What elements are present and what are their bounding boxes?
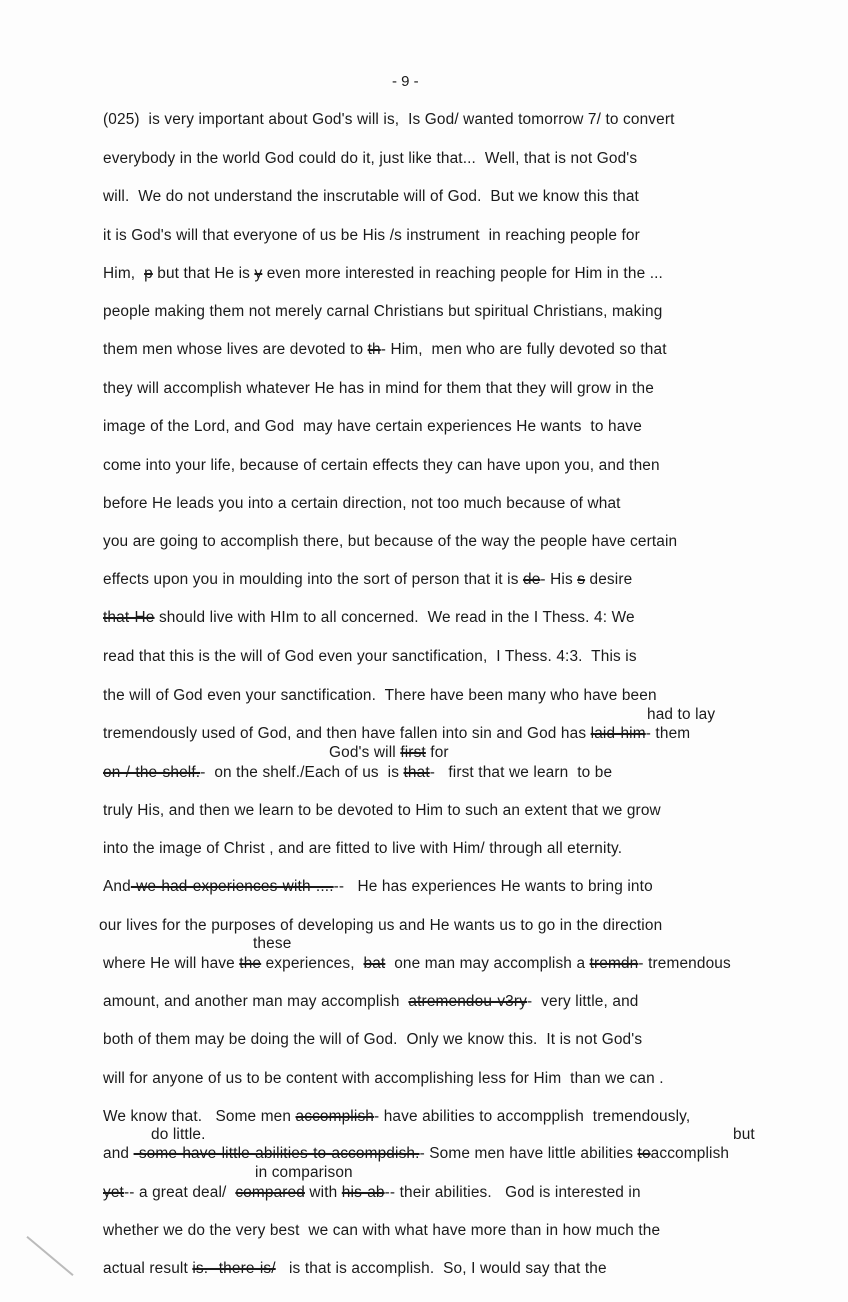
text-segment: Him, <box>103 265 145 282</box>
text-segment: We know that. Some men <box>103 1108 296 1125</box>
text-segment: these <box>253 935 292 952</box>
text-segment: - have abilities to accompplish tremendously, <box>374 1108 691 1125</box>
text-segment: come into your life, because of certain effects they can have upon you, and then <box>103 457 660 474</box>
text-segment: for <box>425 744 449 761</box>
text-segment: one man may accomplish a <box>385 955 590 972</box>
struck-text: -we-had-experiences-with-.... <box>130 878 334 895</box>
text-segment: should live with HIm to all concerned. We read in the I Thess. 4: We <box>154 609 635 626</box>
struck-text: s <box>577 571 586 588</box>
text-line <box>103 840 622 858</box>
text-segment: actual result <box>103 1260 193 1277</box>
text-segment: with <box>304 1184 342 1201</box>
text-segment: you are going to accomplish there, but because of the way the people have certain <box>103 533 678 550</box>
text-line <box>103 764 612 782</box>
text-segment: everybody in the world God could do it, just like that... Well, that is not God's <box>103 150 638 167</box>
text-line <box>103 1031 642 1049</box>
struck-text: to <box>637 1145 651 1162</box>
text-segment: do little. <box>151 1126 206 1143</box>
text-segment: the will of God even your sanctification. There have been many who have been <box>103 687 657 704</box>
text-segment: even more interested in reaching people for Him in the ... <box>262 265 663 282</box>
text-line <box>103 457 660 475</box>
text-line <box>103 609 635 627</box>
struck-text: is.--there-is/ <box>192 1260 276 1277</box>
text-segment: - very little, and <box>527 993 639 1010</box>
text-line <box>103 878 653 896</box>
text-segment: people making them not merely carnal Christians but spiritual Christians, making <box>103 303 663 320</box>
struck-text: first <box>400 744 426 761</box>
struck-text: compared <box>235 1184 305 1201</box>
text-line <box>103 955 731 973</box>
text-segment: tremendously used of God, and then have fallen into sin and God has <box>103 725 591 742</box>
text-segment: before He leads you into a certain direction, not too much because of what <box>103 495 621 512</box>
struck-text: de <box>522 571 541 588</box>
text-line <box>103 648 637 666</box>
interlinear-annotation <box>647 706 715 724</box>
struck-text: p <box>144 265 153 282</box>
text-line <box>103 1184 641 1202</box>
text-segment: but <box>733 1126 755 1143</box>
text-line <box>103 111 675 129</box>
text-segment: - Him, men who are fully devoted so that <box>380 341 667 358</box>
struck-text: bat <box>363 955 386 972</box>
text-segment: - them <box>645 725 691 742</box>
text-segment: -- a great deal/ <box>123 1184 236 1201</box>
text-line <box>103 533 677 551</box>
text-line <box>103 1145 729 1163</box>
text-segment: -- He has experiences He wants to bring into <box>333 878 653 895</box>
interlinear-annotation <box>733 1126 755 1144</box>
struck-text: his-ab <box>341 1184 385 1201</box>
text-segment: it is God's will that everyone of us be His /s instrument in reaching people for <box>103 227 640 244</box>
text-segment: truly His, and then we learn to be devoted to Him to such an extent that we grow <box>103 802 661 819</box>
text-segment: in comparison <box>255 1164 353 1181</box>
text-segment: they will accomplish whatever He has in mind for them that they will grow in the <box>103 380 654 397</box>
interlinear-annotation <box>255 1164 353 1182</box>
interlinear-annotation <box>151 1126 206 1144</box>
text-line <box>103 571 632 589</box>
text-line <box>103 993 639 1011</box>
struck-text: on-/-the-shelf. <box>103 764 201 781</box>
text-segment: - on the shelf./Each of us is <box>200 764 404 781</box>
text-line <box>103 150 637 168</box>
struck-text: that-He <box>103 609 155 626</box>
struck-text: th <box>367 341 381 358</box>
text-segment: effects upon you in moulding into the sort of person that it is <box>103 571 523 588</box>
text-segment: amount, and another man may accomplish <box>103 993 409 1010</box>
text-segment: and <box>103 1145 134 1162</box>
text-line <box>103 1260 607 1278</box>
text-segment: had to lay <box>647 706 716 723</box>
struck-text: yet <box>103 1184 124 1201</box>
text-segment: is that is accomplish. So, I would say that the <box>275 1260 607 1277</box>
text-segment: will for anyone of us to be content with accomplishing less for Him than we can . <box>103 1070 664 1087</box>
text-segment: them men whose lives are devoted to <box>103 341 368 358</box>
text-segment: into the image of Christ , and are fitted to live with Him/ through all eternity. <box>103 840 623 857</box>
text-line <box>103 380 654 398</box>
struck-text: atremendou-v3ry <box>408 993 528 1010</box>
text-segment: experiences, <box>261 955 364 972</box>
text-segment: -- their abilities. God is interested in <box>384 1184 641 1201</box>
text-line <box>103 341 667 359</box>
text-line <box>103 418 642 436</box>
text-line <box>103 303 662 321</box>
struck-text: accomplish <box>295 1108 374 1125</box>
struck-text: y <box>254 265 263 282</box>
text-segment: And <box>103 878 131 895</box>
scan-artifact <box>26 1236 73 1276</box>
text-segment: - His <box>540 571 578 588</box>
struck-text: the <box>239 955 262 972</box>
struck-text: laid-him <box>590 725 646 742</box>
text-line <box>103 802 661 820</box>
text-line <box>103 227 640 245</box>
text-line <box>103 265 663 283</box>
text-segment: image of the Lord, and God may have certain experiences He wants to have <box>103 418 642 435</box>
text-segment: both of them may be doing the will of God. Only we know this. It is not God's <box>103 1031 643 1048</box>
text-segment: (025) is very important about God's will is, Is God/ wanted tomorrow 7/ to convert <box>103 111 675 128</box>
text-segment: whether we do the very best we can with what have more than in how much the <box>103 1222 661 1239</box>
text-line <box>103 495 621 513</box>
text-line <box>103 725 690 743</box>
text-segment: desire <box>585 571 633 588</box>
text-segment: will. We do not understand the inscrutable will of God. But we know this that <box>103 188 639 205</box>
text-segment: - Some men have little abilities <box>419 1145 638 1162</box>
text-segment: our lives for the purposes of developing us and He wants us to go in the direction <box>99 917 663 934</box>
text-line <box>103 1070 664 1088</box>
text-line <box>103 687 657 705</box>
text-segment: where He will have <box>103 955 240 972</box>
page-number: - 9 - <box>392 73 419 90</box>
text-line <box>103 1222 660 1240</box>
text-segment: read that this is the will of God even your sanctification, I Thess. 4:3. This is <box>103 648 637 665</box>
text-segment: - tremendous <box>638 955 731 972</box>
interlinear-annotation <box>253 935 291 953</box>
text-line <box>99 917 662 935</box>
text-segment: but that He is <box>152 265 255 282</box>
struck-text: tremdn <box>589 955 639 972</box>
struck-text: that <box>403 764 430 781</box>
text-segment: - first that we learn to be <box>429 764 613 781</box>
text-line <box>103 1108 690 1126</box>
text-line <box>103 188 639 206</box>
text-segment: accomplish <box>650 1145 730 1162</box>
interlinear-annotation <box>329 744 449 762</box>
struck-text: -some-have-little-abilities-to-accompdish. <box>133 1145 420 1162</box>
text-segment: God's will <box>329 744 401 761</box>
